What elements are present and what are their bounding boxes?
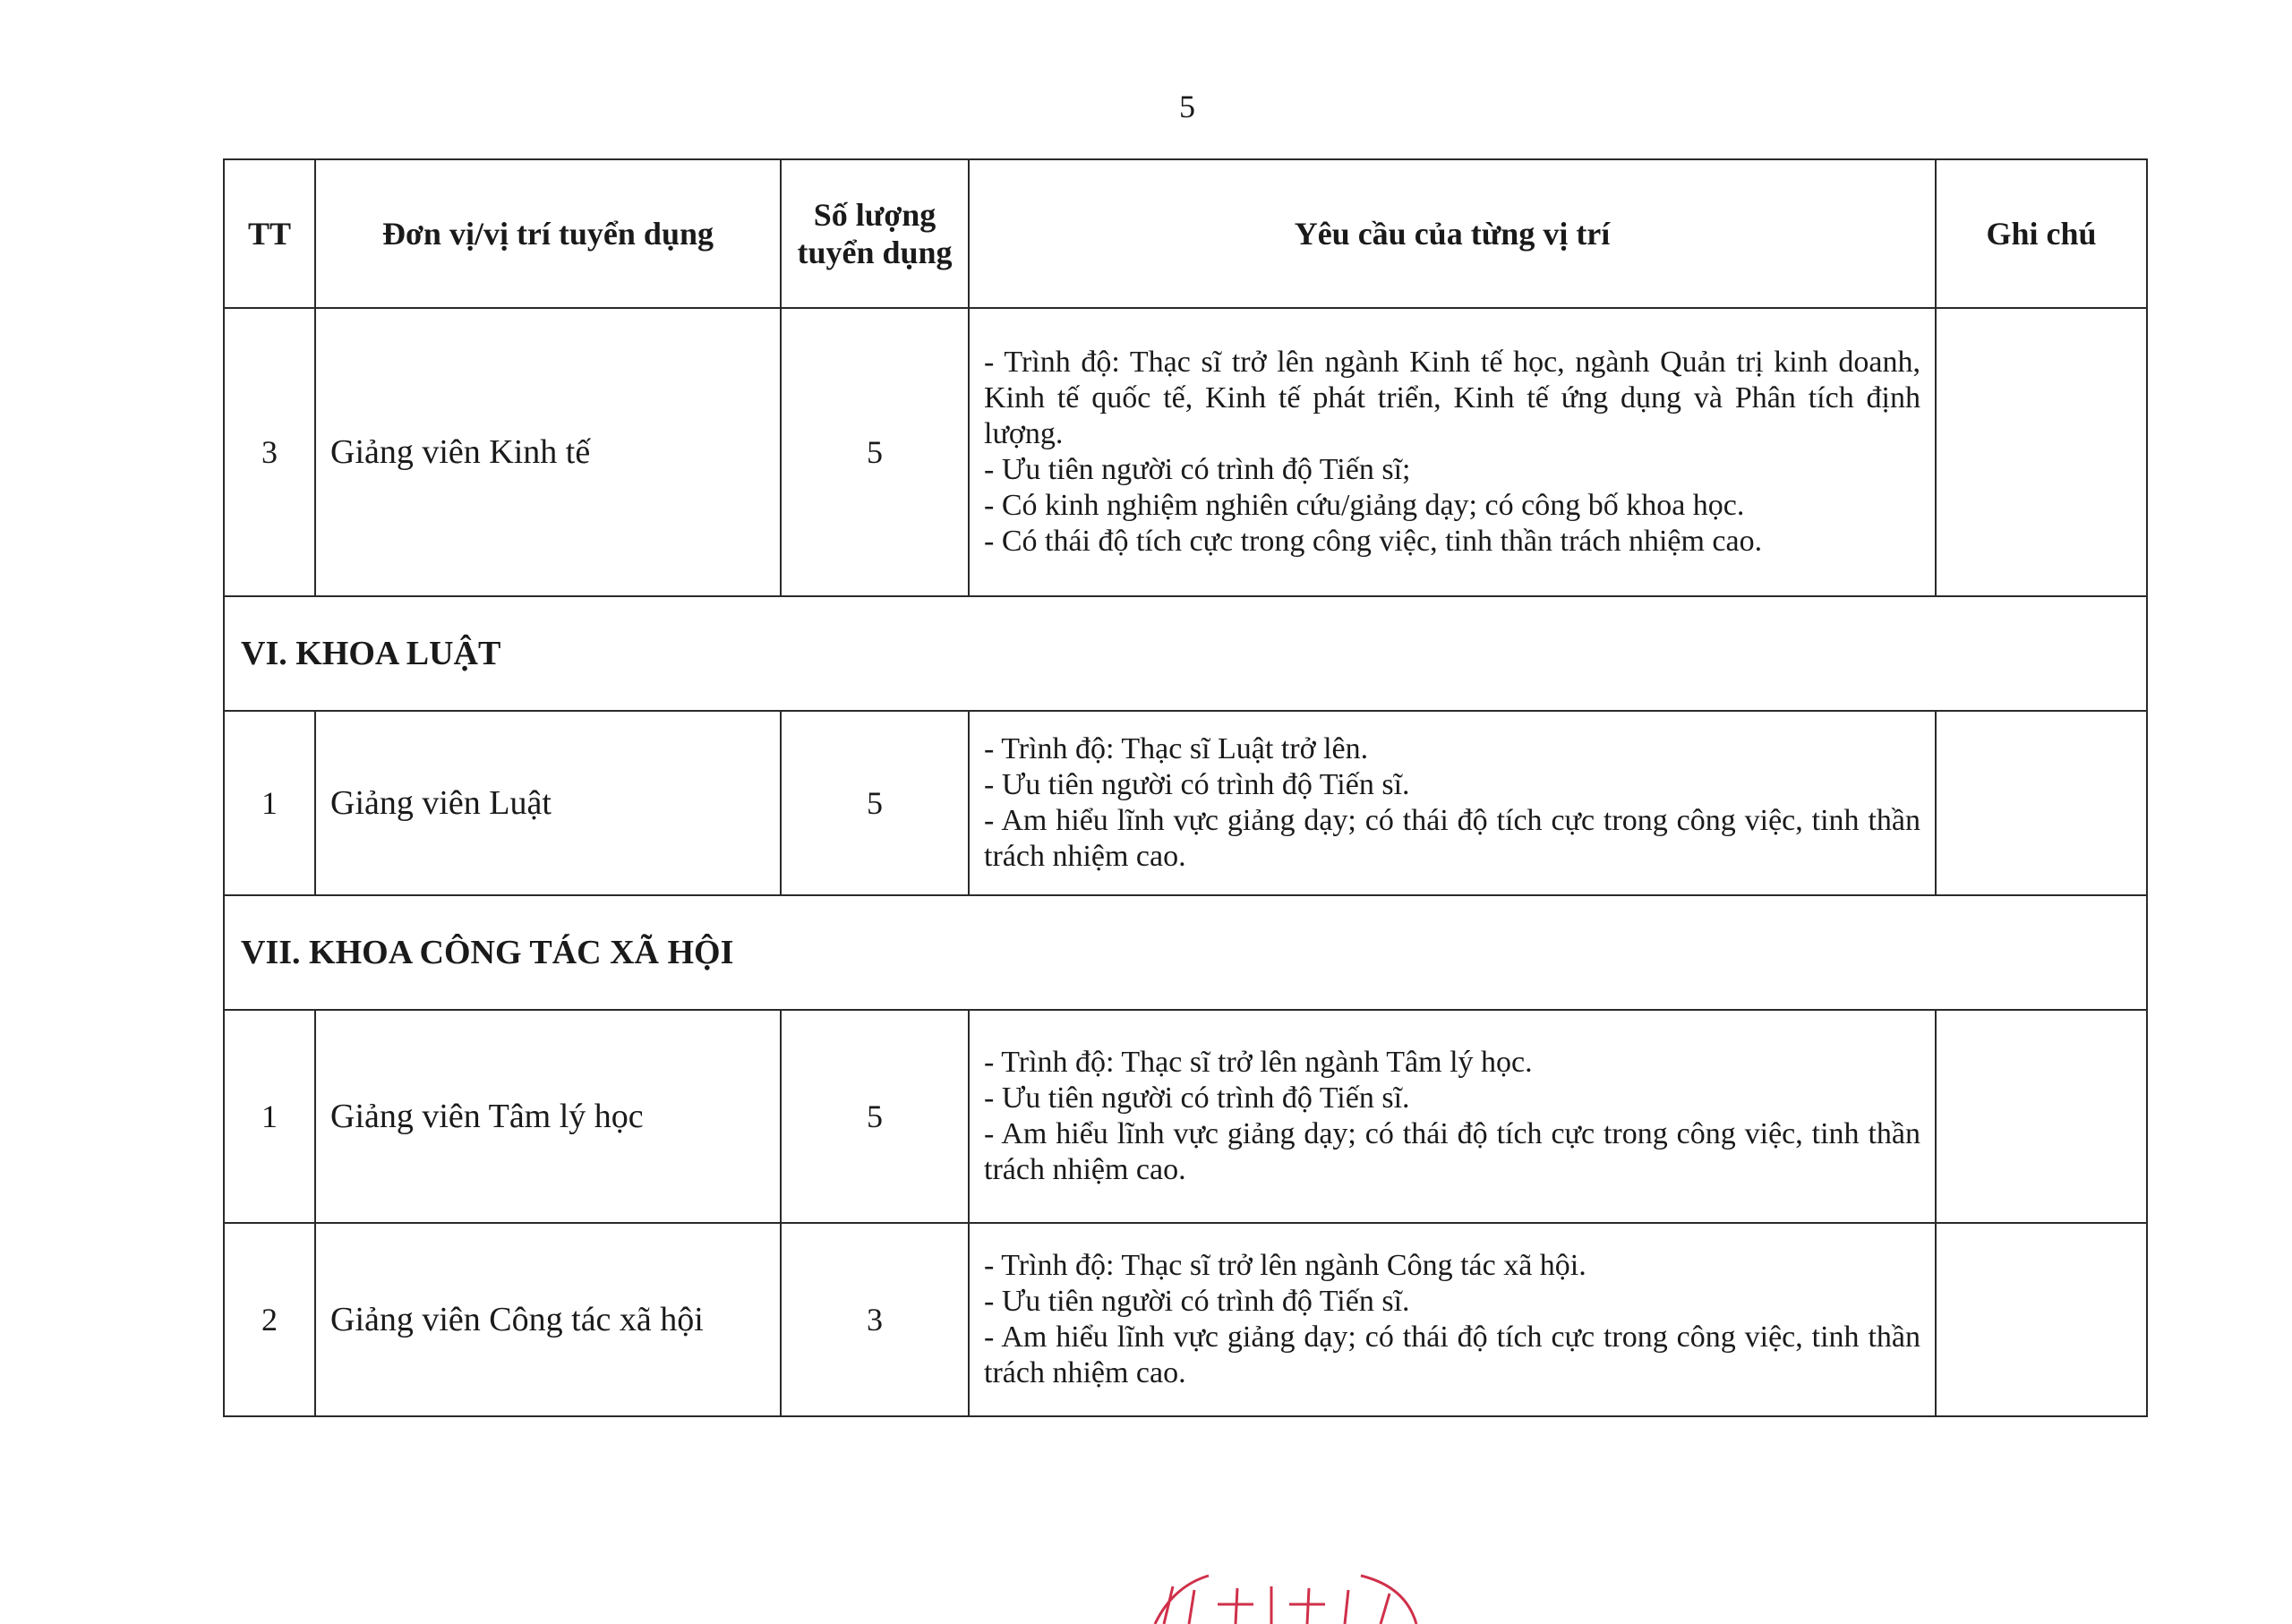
position-quantity: 3 — [781, 1223, 969, 1416]
requirement-line: - Am hiểu lĩnh vực giảng dạy; có thái độ tích cực trong công việc, tinh thần trách nhiệm cao. — [984, 804, 1920, 873]
requirement-line: - Am hiểu lĩnh vực giảng dạy; có thái độ tích cực trong công việc, tinh thần trách nhiệm cao. — [984, 1321, 1920, 1389]
position-name: Giảng viên Công tác xã hội — [315, 1223, 781, 1416]
header-tt: TT — [224, 159, 315, 308]
requirement-line: - Có kinh nghiệm nghiên cứu/giảng dạy; có công bố khoa học. — [984, 489, 1745, 522]
requirement-line: - Trình độ: Thạc sĩ trở lên ngành Công tác xã hội. — [984, 1249, 1586, 1282]
table-row — [224, 1010, 2147, 1223]
recruitment-table — [223, 158, 2148, 1417]
position-quantity: 5 — [781, 1010, 969, 1223]
table-row — [224, 711, 2147, 895]
requirement-line: - Ưu tiên người có trình độ Tiến sĩ; — [984, 453, 1411, 486]
header-quantity: Số lượng tuyển dụng — [781, 159, 969, 308]
row-number: 2 — [224, 1223, 315, 1416]
table-row — [224, 308, 2147, 596]
section-header-row — [224, 895, 2147, 1010]
requirement-line: - Có thái độ tích cực trong công việc, tinh thần trách nhiệm cao. — [984, 525, 1763, 558]
position-requirements — [969, 308, 1936, 596]
position-name: Giảng viên Kinh tế — [315, 308, 781, 596]
position-name: Giảng viên Tâm lý học — [315, 1010, 781, 1223]
seal-stamp-icon — [1137, 1568, 1424, 1624]
requirement-line: - Trình độ: Thạc sĩ trở lên ngành Kinh tế học, ngành Quản trị kinh doanh, Kinh tế quốc tế, Kinh tế phát triển, Kinh tế ứng dụng và Phân tích định lượng. — [984, 346, 1920, 450]
table-header-row — [224, 159, 2147, 308]
position-quantity: 5 — [781, 308, 969, 596]
header-unit: Đơn vị/vị trí tuyển dụng — [315, 159, 781, 308]
row-number: 3 — [224, 308, 315, 596]
section-header-row — [224, 596, 2147, 711]
requirement-line: - Trình độ: Thạc sĩ Luật trở lên. — [984, 732, 1369, 765]
section-title-law: VI. KHOA LUẬT — [224, 596, 2147, 711]
requirement-line: - Ưu tiên người có trình độ Tiến sĩ. — [984, 1285, 1410, 1318]
table-row — [224, 1223, 2147, 1416]
position-note — [1936, 1010, 2147, 1223]
official-seal-fragment — [1137, 1568, 1424, 1624]
requirement-line: - Ưu tiên người có trình độ Tiến sĩ. — [984, 768, 1410, 801]
header-requirements: Yêu cầu của từng vị trí — [969, 159, 1936, 308]
position-name: Giảng viên Luật — [315, 711, 781, 895]
header-note: Ghi chú — [1936, 159, 2147, 308]
page-number: 5 — [1179, 89, 1195, 124]
row-number: 1 — [224, 1010, 315, 1223]
requirement-line: - Trình độ: Thạc sĩ trở lên ngành Tâm lý học. — [984, 1046, 1533, 1079]
section-title-social-work: VII. KHOA CÔNG TÁC XÃ HỘI — [224, 895, 2147, 1010]
position-quantity: 5 — [781, 711, 969, 895]
position-note — [1936, 711, 2147, 895]
position-note — [1936, 308, 2147, 596]
requirement-line: - Ưu tiên người có trình độ Tiến sĩ. — [984, 1081, 1410, 1115]
requirement-line: - Am hiểu lĩnh vực giảng dạy; có thái độ tích cực trong công việc, tinh thần trách nhiệm cao. — [984, 1117, 1920, 1186]
position-requirements — [969, 711, 1936, 895]
position-requirements — [969, 1010, 1936, 1223]
position-requirements — [969, 1223, 1936, 1416]
position-note — [1936, 1223, 2147, 1416]
row-number: 1 — [224, 711, 315, 895]
